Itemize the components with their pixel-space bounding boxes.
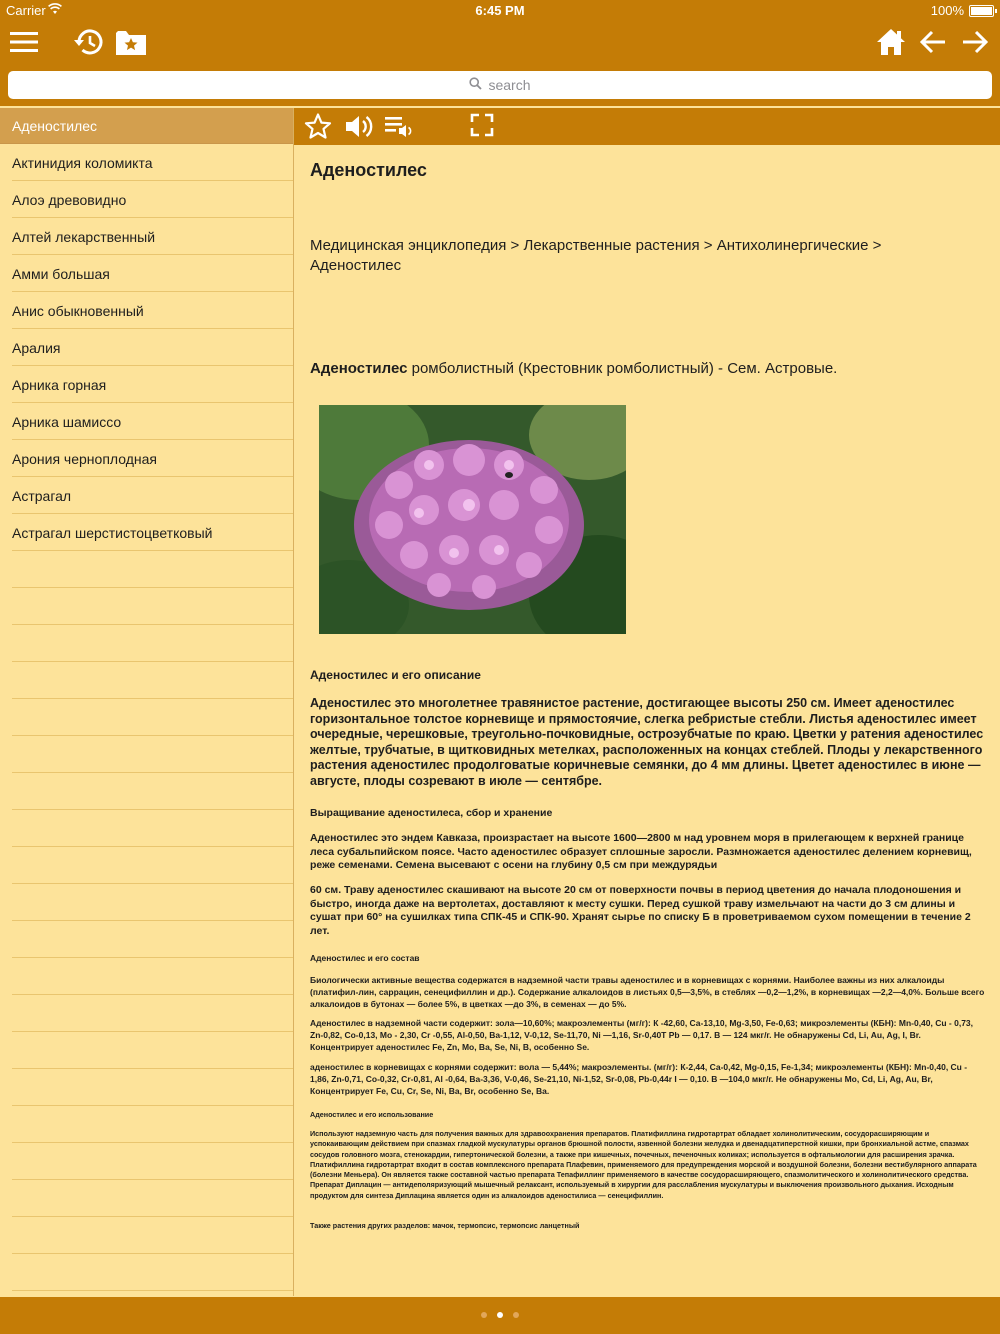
empty-row [0,922,293,958]
page-dot[interactable] [481,1312,487,1318]
empty-row [0,1144,293,1180]
lead-bold: Аденостилес [310,360,408,377]
carrier-label: Carrier [6,3,46,18]
lead-rest: ромболистный (Крестовник ромболистный) - Сем. Астровые. [407,360,838,377]
empty-row [0,1107,293,1143]
bottom-bar [0,1297,1000,1334]
flower-photo [319,405,626,634]
sidebar-item[interactable]: Алтей лекарственный [0,219,293,255]
clock: 6:45 PM [475,3,525,18]
article-title: Аденостилес [310,160,427,180]
page-dot[interactable] [513,1312,519,1318]
empty-row [0,959,293,995]
empty-row [0,1181,293,1217]
section-paragraph: 60 см. Траву аденостилес скашивают на высоте 20 см от поверхности почвы в период цветения до начала плодоношения и быстро, иногда даже на вертолетах, доставляют к месту сушки. Перед сушкой траву измельчают на части до 3 см длины и сушат при 60° на сушилках типа СПК-45 и СПК-90. Хранят сырье по списку Б в проветриваемом сухом помещении в течение 2 лет. [310,884,971,937]
empty-row [0,1070,293,1106]
empty-row [0,700,293,736]
sidebar-item[interactable]: Анис обыкновенный [0,293,293,329]
section-heading: Аденостилес и его использование [310,1110,434,1119]
empty-row [0,552,293,588]
breadcrumb: Медицинская энциклопедия > Лекарственные растения > Антихолинергические > Аденостилес [310,237,882,274]
empty-row [0,737,293,773]
section-paragraph: Аденостилес это многолетнее травянистое растение, достигающее высоты 250 см. Имеет аденостилес горизонтальное толстое корневище и прямостоячие, слегка ребристые стебли. Листья аденостилес имеет очередные, черешковые, треугольно-почковидные, остроэубчатые по краю. Цветки у ратения аденостилес желтые, трубчатые, в щитковидных метелках, расположенных на концах стеблей. Плоды у лекарственного растения аденостилес продолговатые коричневые семянки, до 4 мм длины. Цветет аденостилес в июне — августе, плоды созревают в июле — сентябре. [310,696,984,788]
sidebar-list [0,108,294,1296]
section-paragraph: Аденостилес в надземной части содержит: зола—10,60%; макроэлементы (мг/г): К -42,60, Са-13,10, Mg-3,50, Fe-0,63; микроэлементы (КБН): Mn-0,40, Cu - 0,73, Zn-0,82, Co-0,13, Mo - 2,30, Cr -0,55, Al-0,50, Ba-1,12, V-0,12, Se-11,70, Ni —1,16, Sr-0,40Т Pb — 0,17. В — 124 мкг/г. Не обнаружены Cd, Li, Au, Ag, I, Br. Концентрирует аденостилес Fe, Zn, Mo, Ba, Se, Ni, B, особенно Se. [310,1018,974,1052]
sidebar-item[interactable]: Арника горная [0,367,293,403]
sidebar-item-adenostyles[interactable]: Аденостилес [0,108,293,144]
sidebar-item[interactable]: Актинидия коломикта [0,145,293,181]
sidebar-item[interactable]: Алоэ древовидно [0,182,293,218]
sidebar-item[interactable]: Астрагал [0,478,293,514]
navigation-bar [0,22,1000,106]
arrow-left-icon[interactable] [920,30,946,59]
empty-row [0,885,293,921]
search-input[interactable] [8,71,992,99]
section-heading: Выращивание аденостилеса, сбор и хранение [310,807,553,819]
empty-row [0,1218,293,1254]
empty-row [0,996,293,1032]
section-paragraph: Также растения других разделов: мачок, термопсис, термопсис ланцетный [310,1221,580,1230]
fullscreen-icon[interactable] [470,113,494,142]
article-toolbar [294,108,1000,145]
empty-row [0,774,293,810]
page-indicator[interactable] [0,1312,1000,1318]
speaker-icon[interactable] [344,113,374,145]
empty-row [0,1033,293,1069]
search-icon [469,77,482,93]
sidebar-item[interactable]: Амми большая [0,256,293,292]
status-bar [0,0,1000,22]
sidebar-item[interactable]: Арника шамиссо [0,404,293,440]
battery-percent: 100% [930,3,964,18]
star-folder-icon[interactable] [116,30,146,60]
article-lead [310,360,837,377]
home-icon[interactable] [876,28,906,61]
playlist-audio-icon[interactable] [384,113,416,145]
search-placeholder: search [488,77,531,93]
empty-row [0,626,293,662]
section-paragraph: Аденостилес это эндем Кавказа, произрастает на высоте 1600—2800 м над уровнем моря в прилегающем к верхней границе леса субальпийском поясе. Часто аденостилес образует сплошные заросли. Размножается аденостилес делением корневищ, реже семенами. Семена высевают с осени на глубину 0,5 см при междурядьи [310,832,972,872]
history-clock-icon[interactable] [72,28,104,61]
section-paragraph: Биологически активные вещества содержатся в надземной части травы аденостилес и в корневищах с корнями. Наиболее важны из них алкалоиды (платифил-лин, саррацин, сенецифиллин и др.). Содержание алкалоидов в листьях 0,5—3,5%, в стеблях —0,2—1,2%, в корневищах —2,2—4,0%. Больше всего алкалоидов в бутонах — более 5%, в цветках —до 3%, в семенах — до 5%. [310,975,985,1009]
section-paragraph: Используют надземную часть для получения важных для здравоохранения препаратов. Платифиллина гидротартрат обладает холинолитическим, сосудорасширяющим и успокаивающим действием при спазмах гладкой мускулатуры органов брюшной полости, язвенной болезни желудка и двенадцатиперстной кишки, при бронхиальной астме, спазмах сосудов головного мозга, стенокардии, гипертонической болезни, а также при кишечных, почечных, печеночных коликах; используется в офтальмологии для расширения зрачка. Платифиллина гидротартрат входит в состав комплексного препарата Плафевин, применяемого для предупреждения морской и воздушной болезни, болезни вестибулярного аппарата (болезни Меньера). Он является также составной частью препарата Тепафиллинг применяемого в качестве сосудорасширяющего, спазмолитического и холинолитического средства. Препарат Диплацин — антидеполяризующий мышечный релаксант, используемый в хирургии для расслабления мускулатуры и выключения произвольного дыхания. Исходным продуктом для синтеза Диплацина является один из алкалоидов аденостилиса — сенецифиллин. [310,1129,977,1200]
article-content [310,150,990,1290]
sidebar-item[interactable]: Арония черноплодная [0,441,293,477]
empty-row [0,1255,293,1291]
sidebar-item[interactable]: Астрагал шерстистоцветковый [0,515,293,551]
section-paragraph: аденостилес в корневищах с корнями содержит: вола — 5,44%; макроэлементы. (мг/г): К-2,44, Са-0,42, Mg-0,15, Fe-1,34; микроэлементы (КБН): Mn-0,40, Cu - 1,86, Zn-0,71, Co-0,32, Cr-0,81, Al -0,64, Ba-3,36, V-0,46, Se-21,10, Ni-1,52, Sr-0,08, Pb-0,44r I — 0,10. В —104,0 мкг/г. Не обнаружены Mo, Cd, Li, Ag, Au, Br, Концентрирует Fe, Cu, Cr, Se, Ni, Ba, Br, особенно Se, Ba. [310,1062,968,1096]
empty-row [0,663,293,699]
star-outline-icon[interactable] [304,113,332,145]
empty-row [0,589,293,625]
sidebar-item[interactable]: Аралия [0,330,293,366]
section-heading: Аденостилес и его состав [310,953,420,963]
section-heading: Аденостилес и его описание [310,668,481,682]
hamburger-menu-icon[interactable] [10,32,38,57]
battery-icon [969,5,994,17]
arrow-right-icon[interactable] [962,30,988,59]
empty-row [0,848,293,884]
page-dot-active[interactable] [497,1312,503,1318]
empty-row [0,811,293,847]
